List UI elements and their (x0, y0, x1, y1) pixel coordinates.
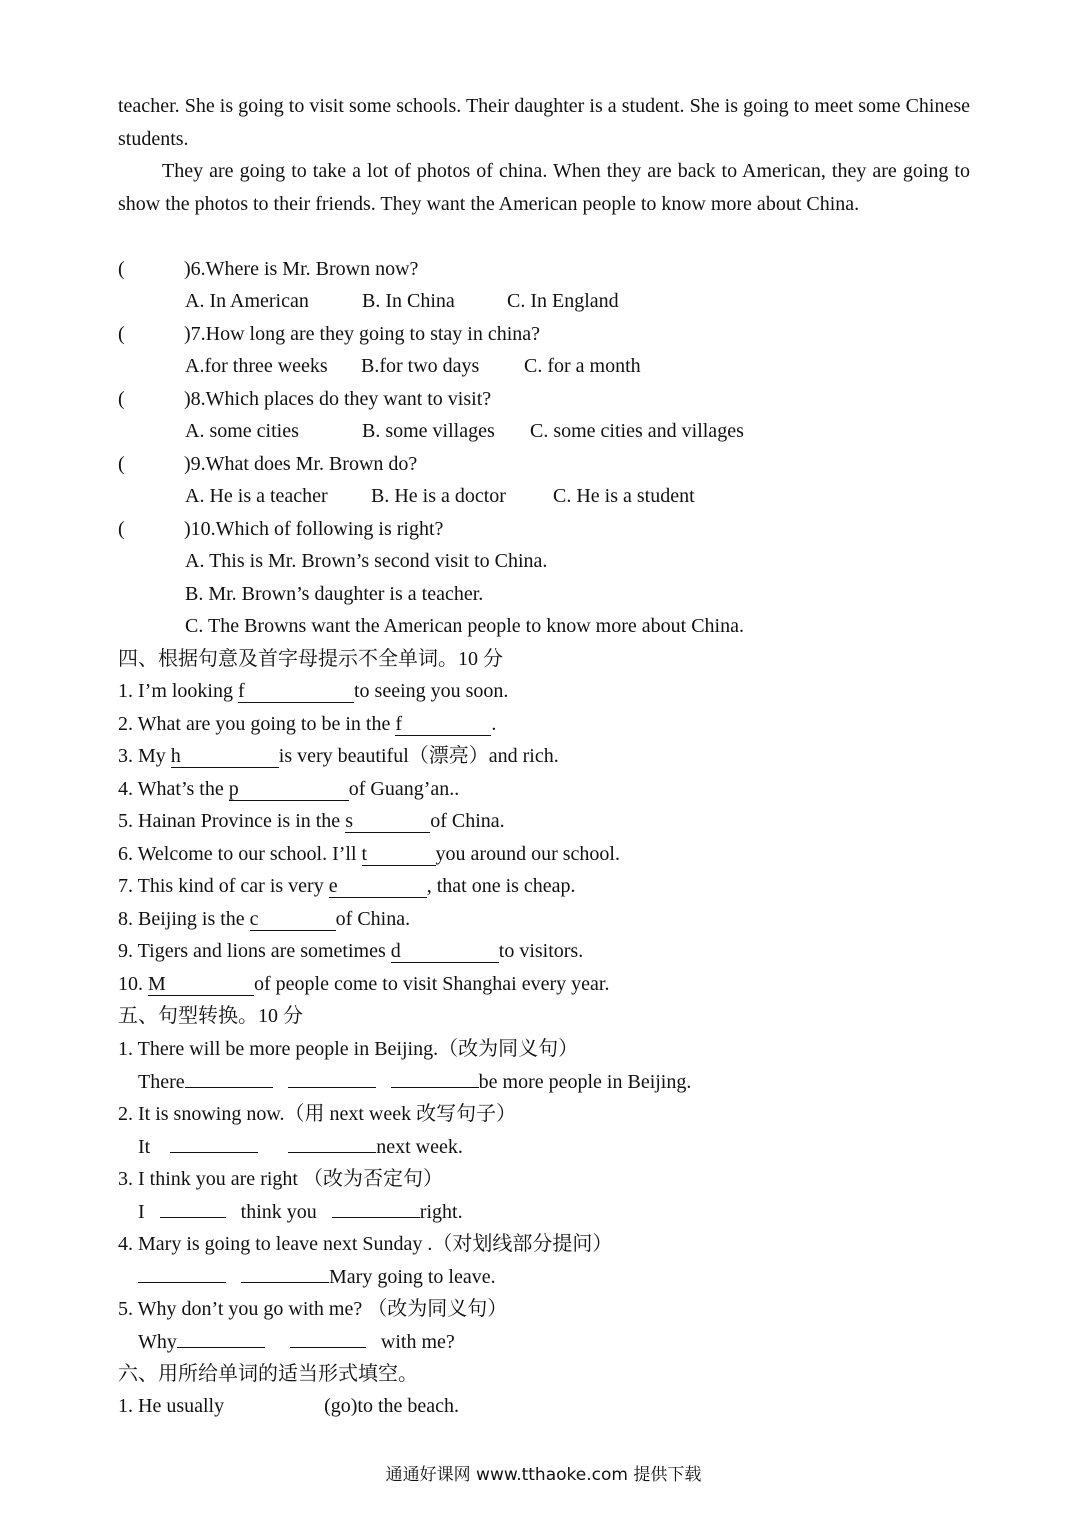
fill-item-8: 8. Beijing is the c of China. (118, 908, 411, 930)
answer-blank[interactable] (288, 1065, 376, 1088)
question-10-option-c: C. The Browns want the American people to know more about China. (185, 615, 744, 637)
option-a: A. some cities (185, 420, 299, 442)
option-a: A. He is a teacher (185, 485, 328, 507)
reading-passage (118, 90, 970, 220)
option-c: C. some cities and villages (530, 420, 744, 442)
transform-item-1: 1. There will be more people in Beijing.（改为同义句） (118, 1038, 579, 1060)
answer-blank[interactable] (185, 1065, 273, 1088)
transform-answer-5: Why with me? (118, 1325, 455, 1357)
transform-answer-2: It next week. (118, 1130, 463, 1162)
question-7: ( )7.How long are they going to stay in china? (118, 323, 541, 345)
question-8: ( )8.Which places do they want to visit? (118, 388, 492, 410)
answer-blank[interactable] (241, 1260, 329, 1283)
fill-item-5: 5. Hainan Province is in the s of China. (118, 810, 505, 832)
question-7-options (185, 350, 641, 382)
question-6: ( )6.Where is Mr. Brown now? (118, 258, 419, 280)
option-a: A.for three weeks (185, 355, 328, 377)
answer-blank[interactable]: t (362, 843, 436, 866)
passage-paragraph-1: teacher. She is going to visit some schools. Their daughter is a student. She is going to meet some Chinese students. (118, 95, 970, 150)
answer-blank[interactable]: s (345, 810, 430, 833)
answer-blank[interactable] (290, 1325, 366, 1348)
transform-answer-1: There be more people in Beijing. (118, 1065, 691, 1097)
transform-item-4: 4. Mary is going to leave next Sunday .（对划线部分提问） (118, 1233, 613, 1255)
option-c: C. He is a student (553, 485, 695, 507)
question-10-option-b: B. Mr. Brown’s daughter is a teacher. (185, 583, 484, 605)
transform-answer-3: I think you right. (118, 1195, 463, 1227)
answer-blank[interactable]: f (238, 680, 354, 703)
answer-blank[interactable] (160, 1195, 226, 1218)
transform-item-2: 2. It is snowing now.（用 next week 改写句子） (118, 1103, 517, 1125)
page-footer: 通通好课网 www.tthaoke.com 提供下载 (385, 1465, 702, 1485)
fill-item-3: 3. My h is very beautiful（漂亮）and rich. (118, 745, 559, 767)
question-10-option-a: A. This is Mr. Brown’s second visit to China. (185, 550, 548, 572)
fill-item-6: 6. Welcome to our school. I’ll t you around our school. (118, 843, 620, 865)
fill-item-2: 2. What are you going to be in the f . (118, 713, 497, 735)
answer-blank[interactable]: h (171, 745, 279, 768)
section-4-title: 四、根据句意及首字母提示不全单词。10 分 (118, 648, 503, 670)
answer-blank[interactable] (138, 1260, 226, 1283)
answer-blank[interactable]: e (329, 875, 427, 898)
answer-blank[interactable]: M (148, 973, 254, 996)
answer-blank[interactable] (170, 1130, 258, 1153)
answer-blank[interactable]: c (250, 908, 336, 931)
transform-item-3: 3. I think you are right （改为否定句） (118, 1168, 443, 1190)
section-5-title: 五、句型转换。10 分 (118, 1005, 303, 1027)
option-b: B. He is a doctor (371, 485, 506, 507)
answer-blank[interactable] (288, 1130, 376, 1153)
fill-item-1: 1. I’m looking f to seeing you soon. (118, 680, 509, 702)
option-b: B.for two days (361, 355, 480, 377)
fill-item-9: 9. Tigers and lions are sometimes d to visitors. (118, 940, 584, 962)
transform-answer-4: Mary going to leave. (118, 1260, 496, 1292)
question-6-options (185, 285, 619, 317)
answer-blank[interactable] (332, 1195, 420, 1218)
option-b: B. some villages (362, 420, 495, 442)
transform-item-5: 5. Why don’t you go with me? （改为同义句） (118, 1298, 508, 1320)
passage-paragraph-2: They are going to take a lot of photos of china. When they are back to American, they are going to show the photos to their friends. They want the American people to know more about China. (118, 160, 970, 215)
section-6-title: 六、用所给单词的适当形式填空。 (118, 1363, 418, 1385)
fill-item-4: 4. What’s the p of Guang’an.. (118, 778, 460, 800)
option-c: C. In England (507, 290, 619, 312)
option-b: B. In China (362, 290, 455, 312)
form-fill-item-1: 1. He usually (go)to the beach. (118, 1395, 460, 1417)
option-a: A. In American (185, 290, 309, 312)
question-9: ( )9.What does Mr. Brown do? (118, 453, 418, 475)
answer-blank[interactable]: f (395, 713, 491, 736)
answer-blank[interactable]: d (391, 940, 499, 963)
question-9-options (185, 480, 695, 512)
option-c: C. for a month (524, 355, 641, 377)
answer-blank[interactable] (177, 1325, 265, 1348)
question-8-options (185, 415, 744, 447)
fill-item-10: 10. M of people come to visit Shanghai every year. (118, 973, 610, 995)
question-10: ( )10.Which of following is right? (118, 518, 444, 540)
fill-item-7: 7. This kind of car is very e , that one is cheap. (118, 875, 576, 897)
answer-blank[interactable]: p (229, 778, 349, 801)
answer-blank[interactable] (391, 1065, 479, 1088)
